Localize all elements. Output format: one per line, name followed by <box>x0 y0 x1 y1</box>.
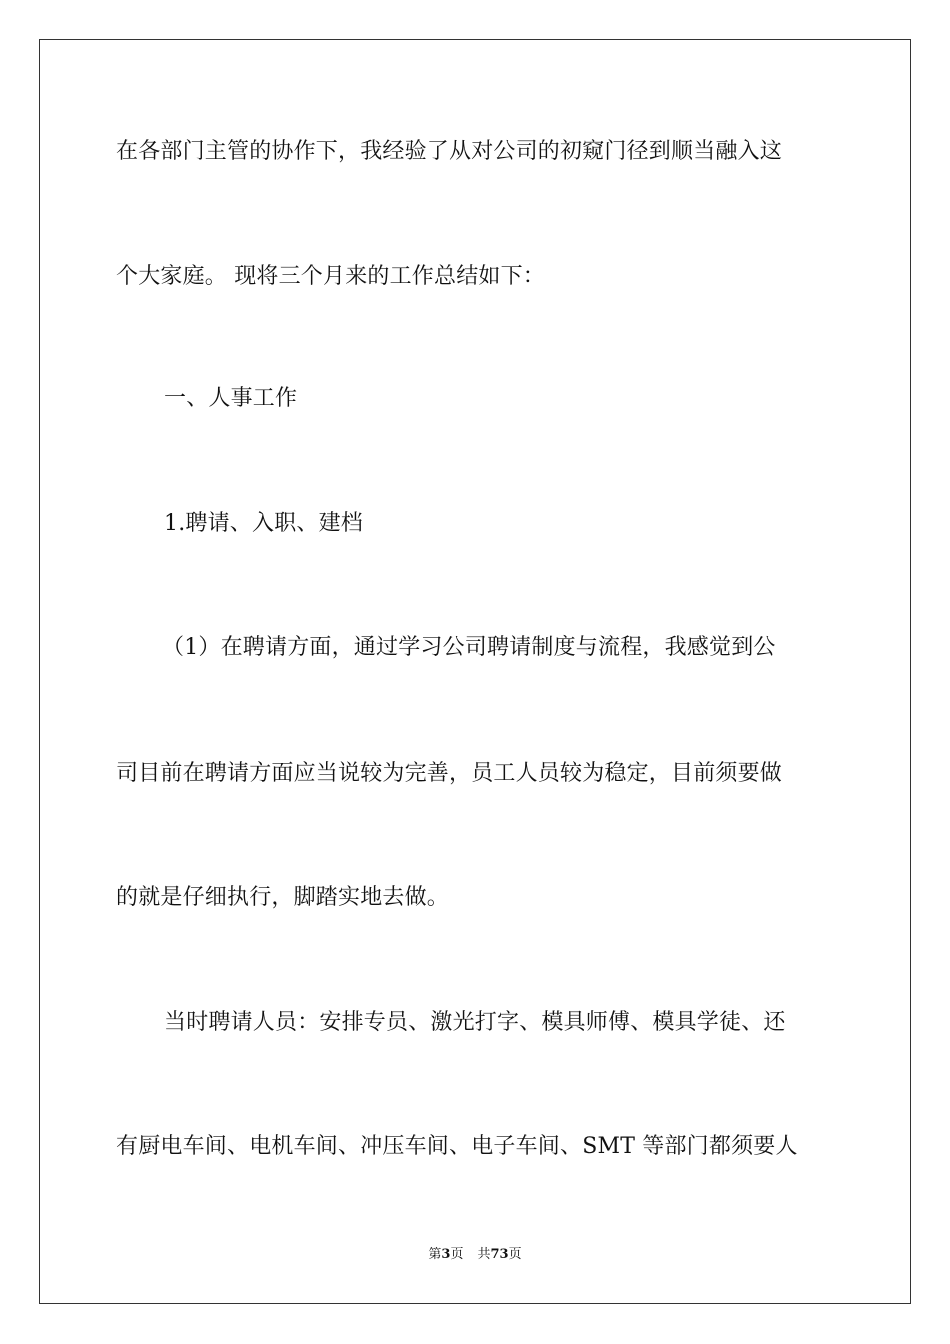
footer-page-prefix: 第 <box>428 1247 442 1262</box>
footer-total-suffix: 页 <box>508 1247 522 1262</box>
text-line-8: 当时聘请人员：安排专员、激光打字、模具师傅、模具学徒、还 <box>164 1010 786 1035</box>
text-line-5: （1）在聘请方面，通过学习公司聘请制度与流程，我感觉到公 <box>162 635 776 660</box>
footer-page-suffix: 页 <box>450 1247 464 1262</box>
subsection-heading: 1.聘请、入职、建档 <box>164 511 363 536</box>
text-line-7: 的就是仔细执行，脚踏实地去做。 <box>116 885 450 910</box>
text-line-2: 个大家庭。 现将三个月来的工作总结如下： <box>116 264 545 289</box>
footer-page-number: 3 <box>441 1247 451 1262</box>
footer-total-pages: 73 <box>490 1247 509 1262</box>
text-line-1: 在各部门主管的协作下，我经验了从对公司的初窥门径到顺当融入这 <box>116 139 783 164</box>
section-heading: 一、人事工作 <box>164 386 298 411</box>
page-border <box>39 39 911 1304</box>
text-line-6: 司目前在聘请方面应当说较为完善，员工人员较为稳定，目前须要做 <box>116 761 783 786</box>
text-line-9: 有厨电车间、电机车间、冲压车间、电子车间、SMT 等部门都须要人 <box>116 1134 798 1159</box>
footer-total-prefix: 共 <box>477 1247 491 1262</box>
page-footer <box>0 1246 950 1264</box>
